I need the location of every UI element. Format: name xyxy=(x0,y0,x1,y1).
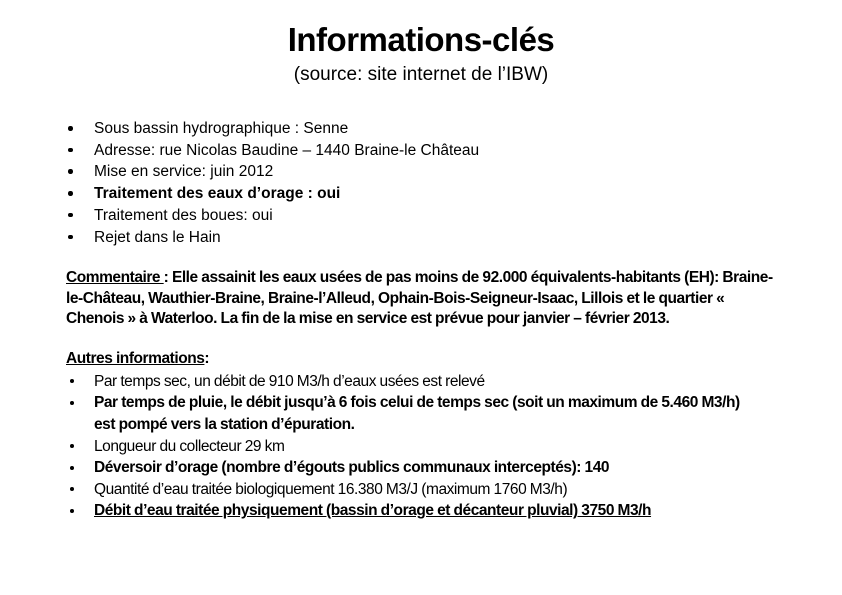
list-item xyxy=(67,183,842,205)
bullet-icon xyxy=(70,509,74,513)
list-item-text: Traitement des eaux d’orage : oui xyxy=(94,185,341,203)
bullet-icon xyxy=(70,401,74,405)
page-subtitle: (source: site internet de l’IBW) xyxy=(293,64,549,85)
list-item xyxy=(67,227,842,249)
list-item xyxy=(70,479,764,501)
autres-informations-label: Autres informations xyxy=(66,349,205,367)
autres-informations-list xyxy=(70,371,764,522)
list-item xyxy=(70,500,764,522)
bullet-icon xyxy=(70,466,74,470)
list-item xyxy=(70,392,764,435)
commentaire-text: : Elle assainit les eaux usées de pas moins de 92.000 équivalents-habitants (EH): Braine-le-Château, Wauthier-Braine, Braine-l’Alleud, Ophain-Bois-Seigneur-Isaac, Lillois et le quartier « Chenois » à Waterloo. La fin de la mise en service est prévue pour janvier – février 2013. xyxy=(66,269,773,328)
bullet-icon xyxy=(68,235,73,240)
list-item xyxy=(67,140,842,162)
list-item xyxy=(67,161,842,183)
list-item-text: Longueur du collecteur 29 km xyxy=(94,437,285,455)
list-item xyxy=(70,436,764,458)
autres-informations-colon: : xyxy=(204,349,210,367)
list-item xyxy=(70,371,764,393)
list-item xyxy=(67,118,842,140)
bullet-icon xyxy=(68,148,73,153)
bullet-icon xyxy=(68,213,73,218)
commentaire-paragraph xyxy=(66,268,782,330)
bullet-icon xyxy=(68,126,73,131)
list-item xyxy=(67,205,842,227)
page-title: Informations-clés xyxy=(287,21,555,58)
autres-informations-heading xyxy=(66,348,842,369)
list-item-text: Débit d’eau traitée physiquement (bassin d’orage et décanteur pluvial) 3750 M3/h xyxy=(94,502,652,520)
bullet-icon xyxy=(70,487,74,491)
list-item-text: Traitement des boues: oui xyxy=(94,206,273,224)
list-item-text: Par temps sec, un débit de 910 M3/h d’eaux usées est relevé xyxy=(94,372,485,390)
list-item-text: Adresse: rue Nicolas Baudine – 1440 Braine-le Château xyxy=(94,141,480,159)
key-facts-list xyxy=(67,118,842,248)
bullet-icon xyxy=(68,191,73,196)
bullet-icon xyxy=(70,444,74,448)
bullet-icon xyxy=(70,379,74,383)
list-item-text: Rejet dans le Hain xyxy=(94,228,221,246)
list-item-text: Par temps de pluie, le débit jusqu’à 6 fois celui de temps sec (soit un maximum de 5.460 M3/h) est pompé vers la station d’épuration. xyxy=(94,394,740,433)
list-item xyxy=(70,457,764,479)
bullet-icon xyxy=(68,169,73,174)
list-item-text: Sous bassin hydrographique : Senne xyxy=(94,120,349,137)
list-item-text: Mise en service: juin 2012 xyxy=(94,163,274,181)
list-item-text: Quantité d’eau traitée biologiquement 16.380 M3/J (maximum 1760 M3/h) xyxy=(94,480,568,498)
commentaire-label: Commentaire xyxy=(66,269,164,287)
list-item-text: Déversoir d’orage (nombre d’égouts publics communaux interceptés): 140 xyxy=(94,459,610,477)
